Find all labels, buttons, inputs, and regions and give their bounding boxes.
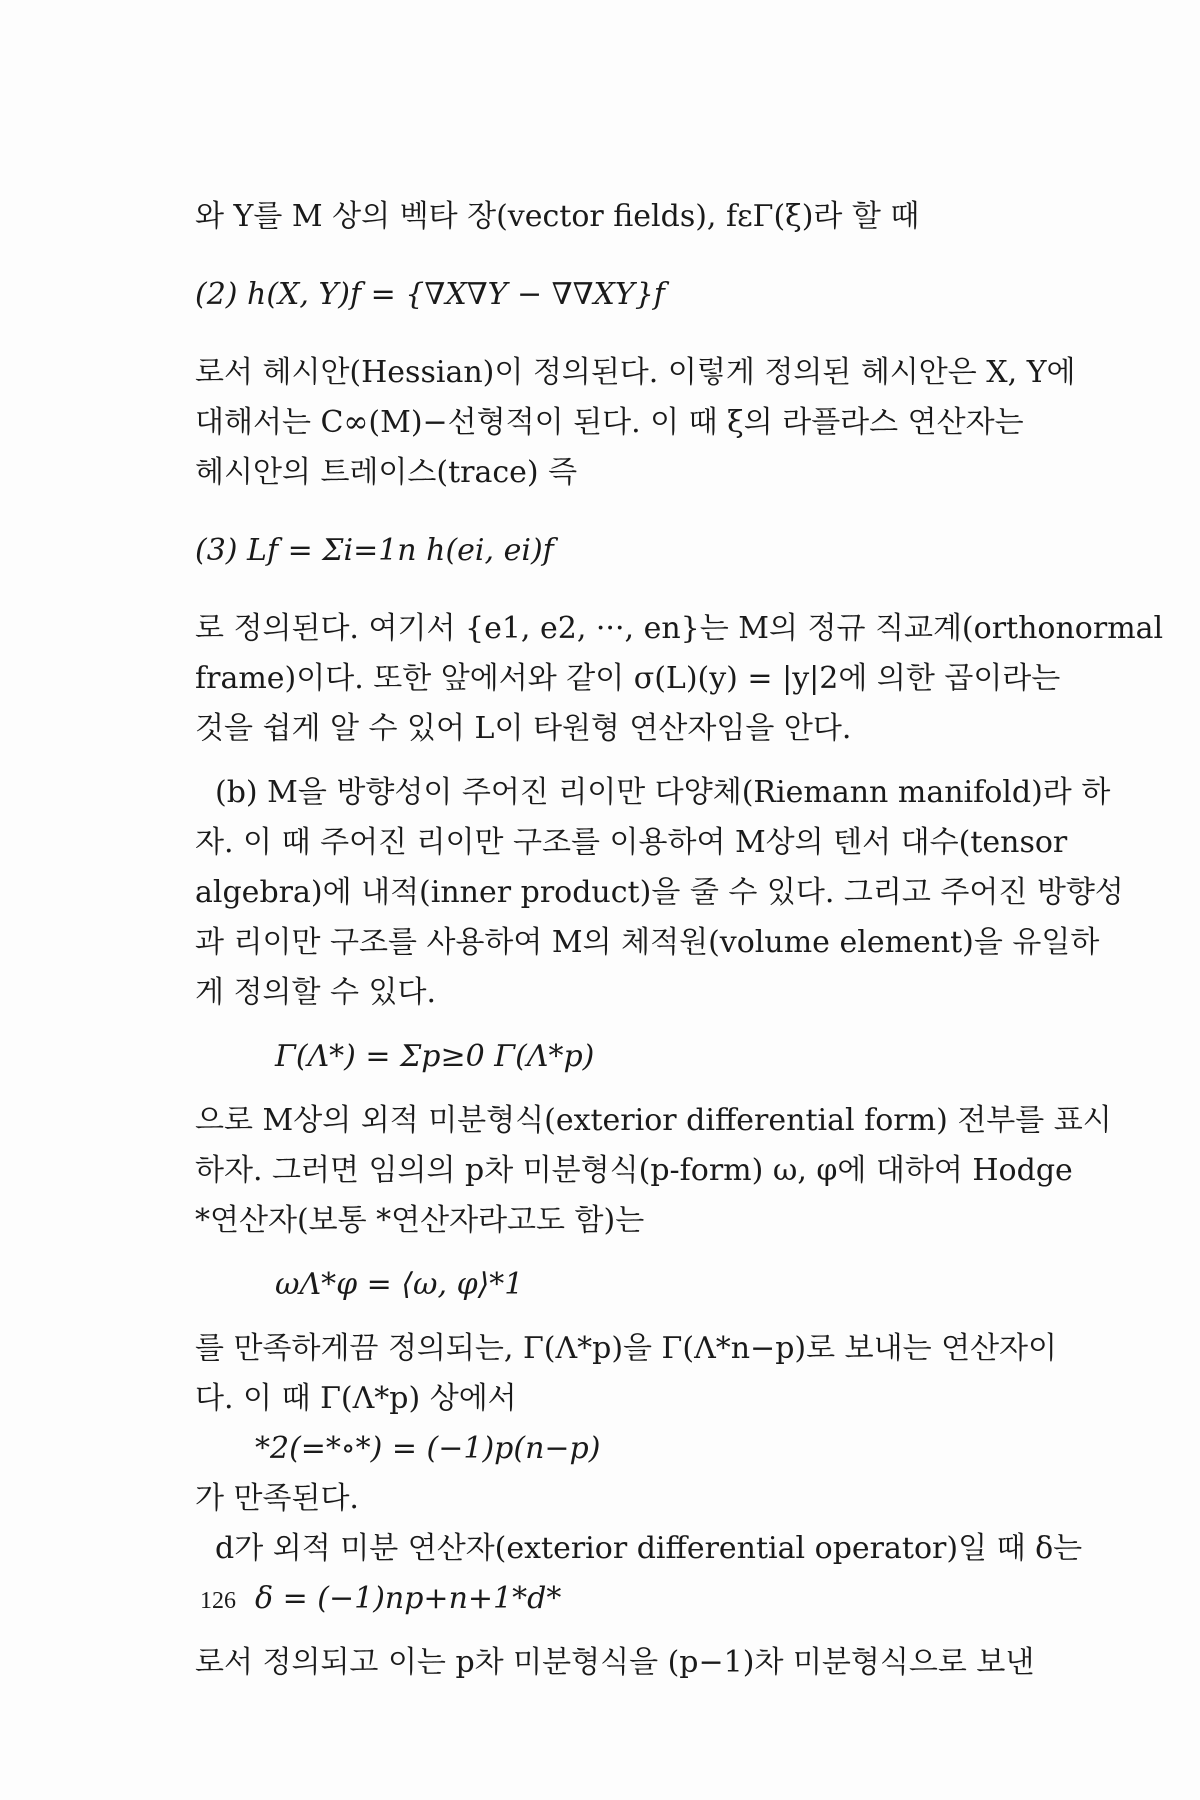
equation-delta: δ = (−1)np+n+1*d* xyxy=(255,1581,562,1616)
equation-star-squared: *2(=*∘*) = (−1)p(n−p) xyxy=(255,1431,601,1466)
text-line: 하자. 그러면 임의의 p차 미분형식(p-form) ω, φ에 대하여 Hodge xyxy=(195,1153,1073,1188)
text-line: 로 정의된다. 여기서 {e1, e2, ···, en}는 M의 정규 직교계(orthonormal xyxy=(195,611,1164,646)
page-number: 126 xyxy=(200,1588,236,1614)
text-line: 대해서는 C∞(M)−선형적이 된다. 이 때 ξ의 라플라스 연산자는 xyxy=(195,405,1024,440)
body-text xyxy=(195,192,1164,1688)
text-line: 자. 이 때 주어진 리이만 구조를 이용하여 M상의 텐서 대수(tensor xyxy=(195,825,1068,860)
text-line: 헤시안의 트레이스(trace) 즉 xyxy=(195,455,578,490)
text-line: 것을 쉽게 알 수 있어 L이 타원형 연산자임을 안다. xyxy=(195,711,852,746)
text-line: 와 Y를 M 상의 벡타 장(vector fields), fεΓ(ξ)라 할 때 xyxy=(195,199,920,234)
text-line: (b) M을 방향성이 주어진 리이만 다양체(Riemann manifold)라 하 xyxy=(215,775,1111,810)
equation-3: (3) Lf = Σi=1n h(ei, ei)f xyxy=(195,533,554,568)
text-line: frame)이다. 또한 앞에서와 같이 σ(L)(y) = |y|2에 의한 곱이라는 xyxy=(195,661,1061,696)
text-line: 가 만족된다. xyxy=(195,1481,359,1516)
text-line: 다. 이 때 Γ(Λ*p) 상에서 xyxy=(195,1381,517,1416)
text-line: 게 정의할 수 있다. xyxy=(195,975,437,1010)
text-line: *연산자(보통 *연산자라고도 함)는 xyxy=(195,1203,645,1238)
text-line: 로서 정의되고 이는 p차 미분형식을 (p−1)차 미분형식으로 보낸 xyxy=(195,1645,1035,1680)
text-line: 으로 M상의 외적 미분형식(exterior differential form) 전부를 표시 xyxy=(195,1103,1112,1138)
text-line: d가 외적 미분 연산자(exterior differential operator)일 때 δ는 xyxy=(215,1531,1083,1566)
equation-2: (2) h(X, Y)f = {∇X∇Y − ∇∇XY}f xyxy=(195,277,665,312)
text-line: 로서 헤시안(Hessian)이 정의된다. 이렇게 정의된 헤시안은 X, Y에 xyxy=(195,355,1076,390)
equation-hodge: ωΛ*φ = ⟨ω, φ⟩*1 xyxy=(275,1267,524,1302)
text-line: 과 리이만 구조를 사용하여 M의 체적원(volume element)을 유일하 xyxy=(195,925,1100,960)
equation-gamma: Γ(Λ*) = Σp≥0 Γ(Λ*p) xyxy=(275,1039,595,1074)
text-line: algebra)에 내적(inner product)을 줄 수 있다. 그리고 주어진 방향성 xyxy=(195,875,1124,910)
text-line: 를 만족하게끔 정의되는, Γ(Λ*p)을 Γ(Λ*n−p)로 보내는 연산자이 xyxy=(195,1331,1058,1366)
